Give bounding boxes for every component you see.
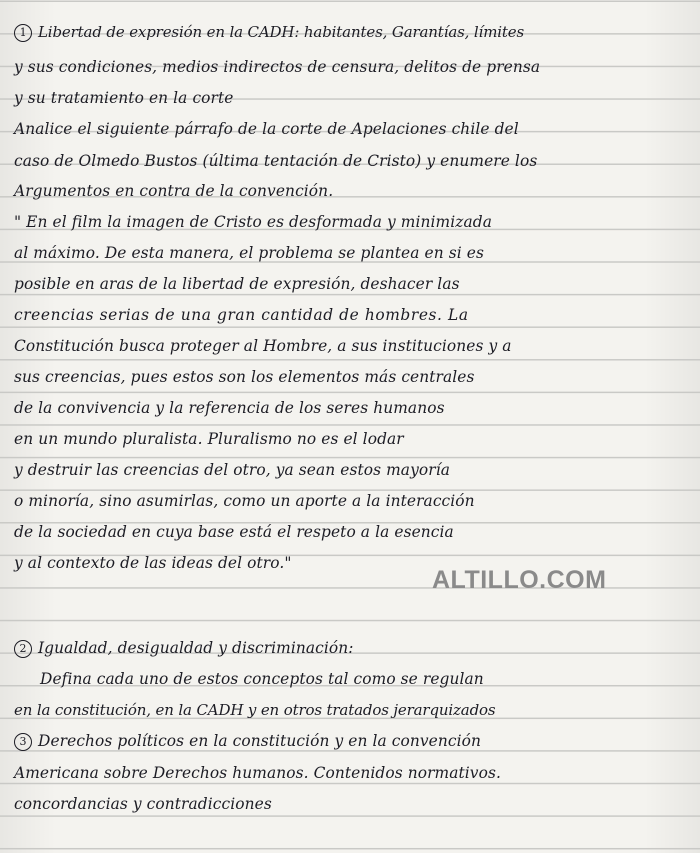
quote-line-3: posible en aras de la libertad de expresión, deshacer las <box>14 275 460 293</box>
section2-number-circle: 2 <box>14 640 32 658</box>
quote-line-5: Constitución busca proteger al Hombre, a sus instituciones y a <box>14 337 512 355</box>
section1-line-6: Argumentos en contra de la convención. <box>14 182 334 200</box>
section1-line-2: y sus condiciones, medios indirectos de censura, delitos de prensa <box>14 58 541 76</box>
quote-line-10: o minoría, sino asumirlas, como un aporte a la interacción <box>14 492 475 510</box>
section1-number-circle: 1 <box>14 24 32 42</box>
quote-line-12: y al contexto de las ideas del otro." <box>14 554 292 572</box>
quote-line-8: en un mundo pluralista. Pluralismo no es el lodar <box>14 430 404 448</box>
quote-line-7: de la convivencia y la referencia de los seres humanos <box>14 399 445 417</box>
section1-line-1: 1 Libertad de expresión en la CADH: habitantes, Garantías, límites <box>14 22 690 42</box>
section3-line-1: 3 Derechos políticos en la constitución y en la convención <box>14 731 690 751</box>
quote-line-9: y destruir las creencias del otro, ya sean estos mayoría <box>14 461 450 479</box>
section2-line-1: 2 Igualdad, desigualdad y discriminación: <box>14 638 690 658</box>
quote-line-6: sus creencias, pues estos son los elementos más centrales <box>14 368 475 386</box>
quote-line-1: " En el film la imagen de Cristo es desformada y minimizada <box>14 213 492 231</box>
section2-line-3: en la constitución, en la CADH y en otros tratados jerarquizados <box>14 701 496 719</box>
altillo-watermark: ALTILLO.COM <box>432 566 607 594</box>
quote-line-2: al máximo. De esta manera, el problema se plantea en si es <box>14 244 484 262</box>
section1-line-3: y su tratamiento en la corte <box>14 89 234 107</box>
section3-line-3: concordancias y contradicciones <box>14 795 272 813</box>
quote-line-11: de la sociedad en cuya base está el respeto a la esencia <box>14 523 454 541</box>
section2-line-2: Defina cada uno de estos conceptos tal como se regulan <box>40 670 484 688</box>
section3-line-2: Americana sobre Derechos humanos. Contenidos normativos. <box>14 764 501 782</box>
section1-line-5: caso de Olmedo Bustos (última tentación de Cristo) y enumere los <box>14 152 538 170</box>
section1-line-4: Analice el siguiente párrafo de la corte de Apelaciones chile del <box>14 120 519 138</box>
quote-line-4: creencias serias de una gran cantidad de hombres. La <box>14 306 469 324</box>
section3-number-circle: 3 <box>14 733 32 751</box>
